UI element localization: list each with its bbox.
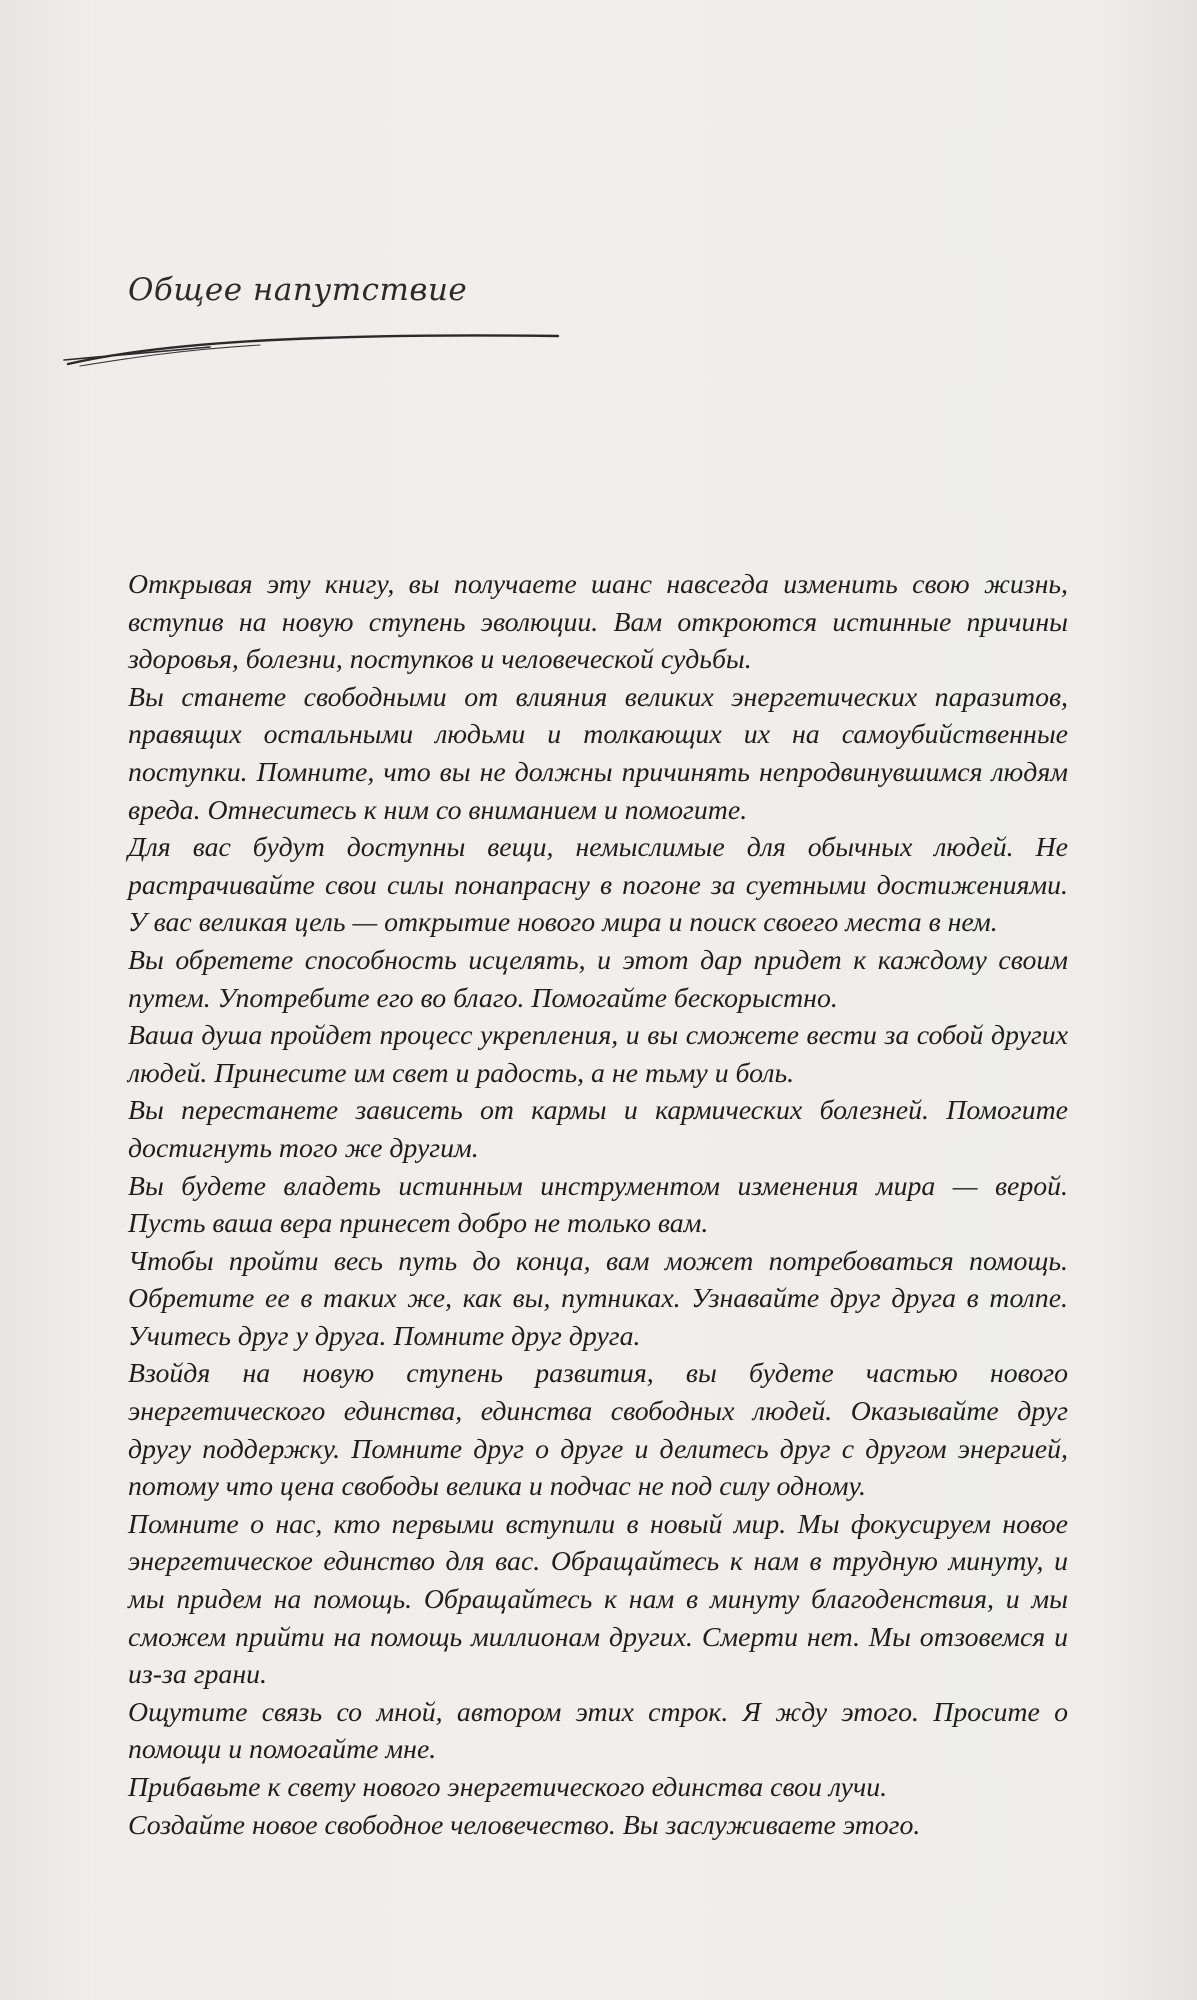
paragraph-5: Ваша душа пройдет процесс укрепления, и вы сможете вести за собой других людей. Принесите им свет и радость, а не тьму и боль. — [128, 1020, 1068, 1089]
paragraph-3: Для вас будут доступны вещи, немыслимые для обычных людей. Не растрачивайте свои силы понапрасну в погоне за суетными достижениями. У вас великая цель — открытие нового мира и поиск своего места в нем. — [128, 832, 1068, 939]
paragraph-12: Прибавьте к свету нового энергетического единства свои лучи. — [128, 1772, 888, 1803]
paragraph-4: Вы обретете способность исцелять, и этот дар придет к каждому своим путем. Употребите его во благо. Помогайте бескорыстно. — [128, 944, 1068, 1014]
paragraph-11: Ощутите связь со мной, автором этих строк. Я жду этого. Просите о помощи и помогайте мне. — [128, 1696, 1068, 1766]
paragraph-10: Помните о нас, кто первыми вступили в новый мир. Мы фокусируем новое энергетическое единство для вас. Обращайтесь к нам в трудную минуту, и мы придем на помощь. Обращайтесь к нам в минуту благоденствия, и мы сможем прийти на помощь миллионам других. Смерти нет. Мы отзовемся и из-за грани. — [128, 1508, 1068, 1691]
paragraph-2: Вы станете свободными от влияния великих энергетических паразитов, правящих остальными людьми и толкающих их на самоубийственные поступки. Помните, что вы не должны причинять непродвинувшимся людям вреда. Отнеситесь к ним со вниманием и помогите. — [128, 681, 1068, 826]
heading-underline-flourish — [60, 320, 570, 370]
body-text — [128, 566, 1068, 1844]
paragraph-7: Вы будете владеть истинным инструментом изменения мира — верой. Пусть ваша вера принесет добро не только вам. — [128, 1170, 1068, 1240]
paragraph-9: Взойдя на новую ступень развития, вы будете частью нового энергетического единства, единства свободных людей. Оказывайте друг другу поддержку. Помните друг о друге и делитесь друг с другом энергией, потому что цена свободы велика и подчас не под силу одному. — [128, 1358, 1068, 1503]
paragraph-1: Открывая эту книгу, вы получаете шанс навсегда изменить свою жизнь, вступив на новую ступень эволюции. Вам откроются истинные причины здоровья, болезни, поступков и человеческой судьбы. — [128, 569, 1068, 676]
paragraph-6: Вы перестанете зависеть от кармы и кармических болезней. Помогите достигнуть того же другим. — [128, 1095, 1068, 1164]
paragraph-13: Создайте новое свободное человечество. Вы заслуживаете этого. — [128, 1809, 921, 1841]
section-heading: Общее напутствие — [128, 272, 468, 308]
paragraph-8: Чтобы пройти весь путь до конца, вам может потребоваться помощь. Обретите ее в таких же, как вы, путниках. Узнавайте друг друга в толпе. Учитесь друг у друга. Помните друг друга. — [128, 1245, 1068, 1352]
